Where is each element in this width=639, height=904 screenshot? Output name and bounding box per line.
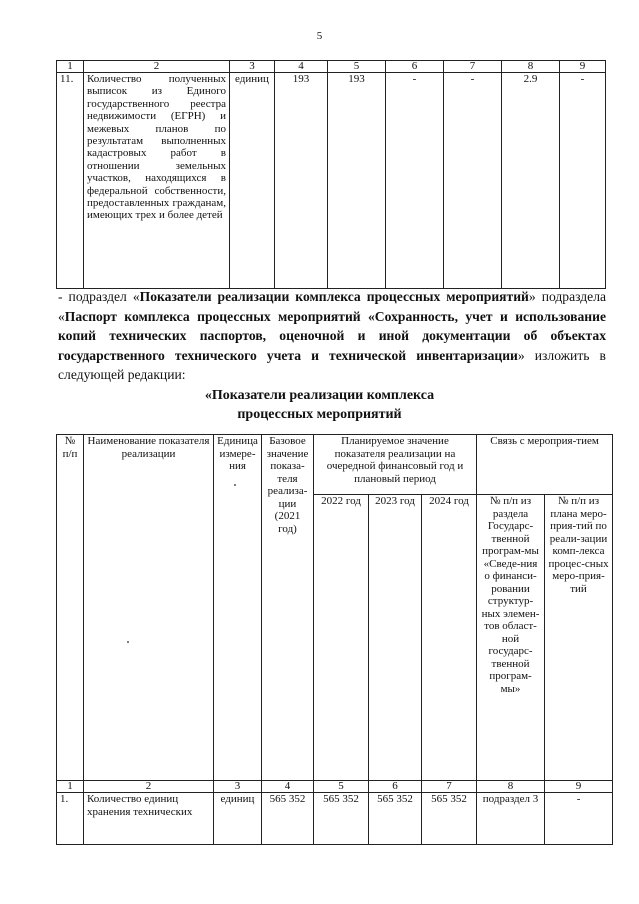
col-number: 1 — [57, 781, 84, 793]
header-year-2023: 2023 год — [369, 495, 422, 781]
link-program-value: подраздел 3 — [477, 793, 545, 845]
base-value: 565 352 — [262, 793, 314, 845]
indicator-name: Количество полученных выписок из Единого государственного реестра недвижимости (ЕГРН) и межевых планов по результатам выполненных кадастровых работ в отношении земельных участков, находящихся в федеральной собственности, предоставленных гражданам, имеющих трех и более детей — [84, 73, 230, 289]
scan-speck — [234, 484, 236, 486]
header-row — [57, 435, 613, 495]
unit-cell: единиц — [214, 793, 262, 845]
value-cell: 2.9 — [502, 73, 560, 289]
col-number: 7 — [444, 61, 502, 73]
col-number: 5 — [328, 61, 386, 73]
indicators-table — [56, 434, 613, 845]
col-number: 1 — [57, 61, 84, 73]
header-year-2022: 2022 год — [314, 495, 369, 781]
col-number: 3 — [230, 61, 275, 73]
value-cell: 193 — [328, 73, 386, 289]
header-name: Наименование показателя реализации — [84, 435, 214, 781]
col-number: 2 — [84, 61, 230, 73]
col-number: 3 — [214, 781, 262, 793]
paragraph-text: » изложить в следующей редакции: — [58, 347, 606, 382]
col-number: 8 — [477, 781, 545, 793]
value-2023: 565 352 — [369, 793, 422, 845]
section-title-line2: процессных мероприятий — [237, 407, 402, 422]
scan-speck — [127, 641, 129, 643]
header-year-2024: 2024 год — [422, 495, 477, 781]
header-planned: Планируемое значение показателя реализации на очередной финансовый год и плановый период — [314, 435, 477, 495]
value-2024: 565 352 — [422, 793, 477, 845]
header-link: Связь с мероприя-тием — [477, 435, 613, 495]
value-cell: - — [560, 73, 606, 289]
value-cell: - — [386, 73, 444, 289]
value-cell: 193 — [275, 73, 328, 289]
indicator-name: Количество единиц хранения технических — [84, 793, 214, 845]
table-row — [57, 793, 613, 845]
row-number: 1. — [57, 793, 84, 845]
col-number: 2 — [84, 781, 214, 793]
header-link-plan: № п/п из плана меро-прия-тий по реали-зации комп-лекса процес-сных меро-прия-тий — [545, 495, 613, 781]
paragraph-text: - подраздел « — [58, 289, 140, 304]
row-number: 11. — [57, 73, 84, 289]
col-number: 4 — [262, 781, 314, 793]
header-unit: Единица измере-ния — [214, 435, 262, 781]
col-number: 8 — [502, 61, 560, 73]
section-title-line1: «Показатели реализации комплекса — [204, 388, 435, 403]
col-number: 9 — [545, 781, 613, 793]
col-number: 9 — [560, 61, 606, 73]
col-number: 5 — [314, 781, 369, 793]
amendment-paragraph — [58, 287, 606, 385]
value-cell: - — [444, 73, 502, 289]
col-number: 6 — [386, 61, 444, 73]
table-previous — [56, 60, 606, 289]
header-base: Базовое значение показа-теля реализа-ции (2021 год) — [262, 435, 314, 781]
col-number: 6 — [369, 781, 422, 793]
column-numbers-row — [57, 781, 613, 793]
table-row — [57, 73, 606, 289]
paragraph-text: » подраздела « — [58, 289, 607, 324]
paragraph-bold: Показатели реализации комплекса процессных мероприятий — [139, 289, 529, 304]
col-number: 7 — [422, 781, 477, 793]
unit-cell: единиц — [230, 73, 275, 289]
header-link-program: № п/п из раздела Государс-твенной програм-мы «Сведе-ния о финанси-ровании структур-ных элемен-тов област-ной государс-твенной програм-мы» — [477, 495, 545, 781]
page-number: 5 — [316, 30, 323, 42]
value-2022: 565 352 — [314, 793, 369, 845]
table-header-row — [57, 61, 606, 73]
link-plan-value: - — [545, 793, 613, 845]
header-num: № п/п — [57, 435, 84, 781]
paragraph-bold: Паспорт комплекса процессных мероприятий «Сохранность, учет и использование копий технических паспортов, оценочной и иной документации об объектах государственного технического учета и технической инвентаризации — [58, 308, 606, 363]
col-number: 4 — [275, 61, 328, 73]
